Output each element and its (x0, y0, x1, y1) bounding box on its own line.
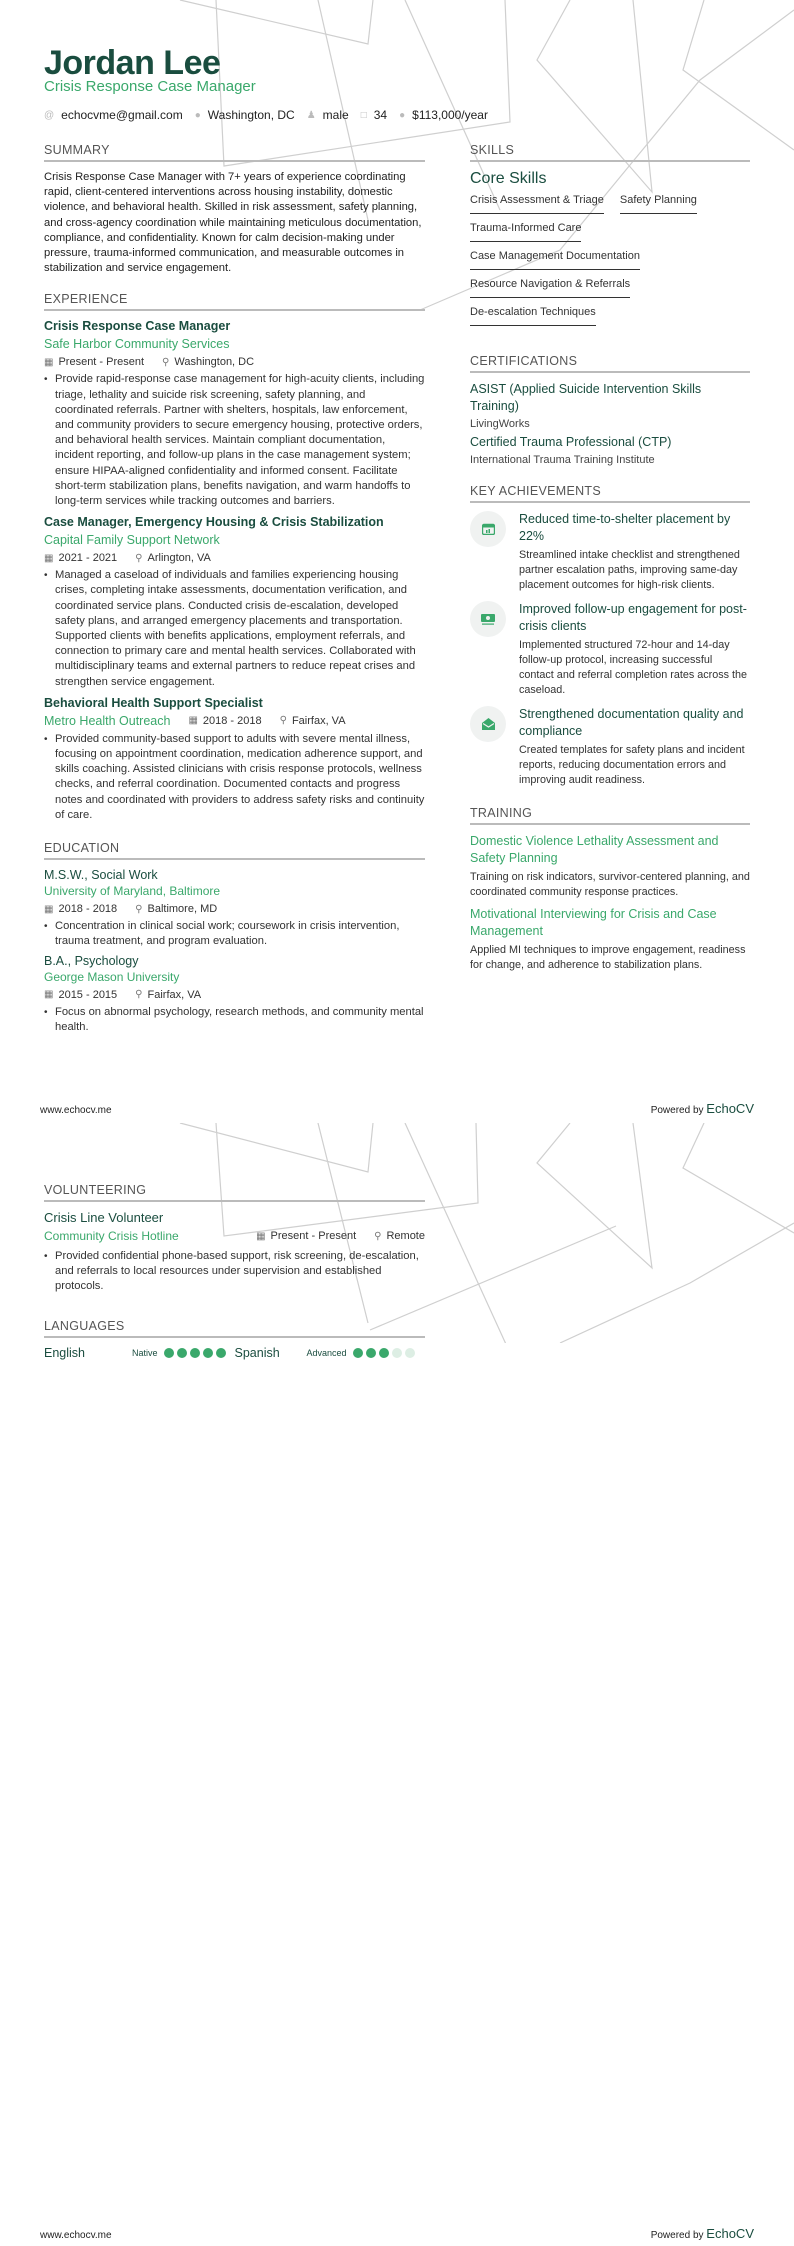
education-meta (44, 903, 425, 915)
page-footer (40, 1101, 754, 1116)
contact-gender-text: male (322, 108, 349, 122)
bullet-text: Managed a caseload of individuals and families experiencing housing crises, completing intake assessments, documentation verification, and coordinated service plans. Conducted crisis de-escalation, developed safety plans, and arranged emergency placements and transportation. Supported clients with benefits applications, employment referrals, and connection to primary care and mental health services. Collaborated with multidisciplinary teams and external partners to reduce repeat crises and strengthen service engagement. (55, 569, 416, 688)
page-footer-2 (40, 2226, 754, 2241)
achievement-title: Strengthened documentation quality and compliance (519, 707, 744, 738)
location-icon: ⚲ (135, 989, 143, 1000)
languages-row (44, 1346, 425, 1360)
role-bullet: • Managed a caseload of individuals and families experiencing housing crises, completing intake assessments, documentation verification, and coordinated service plans. Conducted crisis de-escalation, developed safety plans, and arranged emergency placements and transportation. Supported clients with benefits applications, employment referrals, and connection to primary care and mental health services. Collaborated with multidisciplinary teams and external partners to reduce repeat crises and strengthen service engagement. (44, 568, 425, 690)
location-icon: ⚲ (162, 356, 170, 368)
bullet-text: Provided confidential phone-based support, risk screening, de-escalation, and referrals to local resources under supervision and established protocols. (55, 1250, 419, 1293)
education-bullet: • Concentration in clinical social work; coursework in crisis intervention, trauma treatment, and program evaluation. (44, 919, 425, 949)
skill-tag: De-escalation Techniques (470, 304, 596, 326)
role-location: Arlington, VA (147, 552, 211, 565)
role-meta (44, 714, 425, 728)
contact-bar (44, 108, 500, 122)
volunteering-section (44, 1183, 425, 1295)
training-desc: Applied MI techniques to improve engagement, readiness for change, and adherence to stabilization plans. (470, 944, 746, 971)
role-title: Crisis Response Case Manager (44, 319, 231, 334)
company-name: Metro Health Outreach (44, 713, 171, 728)
left-column-page2 (44, 1183, 425, 1360)
section-heading: EDUCATION (44, 841, 425, 860)
volunteer-role: Crisis Line Volunteer (44, 1210, 164, 1225)
calendar-icon: □ (360, 109, 367, 121)
degree: B.A., Psychology (44, 953, 139, 968)
experience-item (44, 515, 425, 690)
person-icon: ♟ (306, 109, 316, 121)
education-meta (44, 989, 425, 1001)
education-item (44, 954, 425, 1035)
skill-tag: Case Management Documentation (470, 248, 640, 270)
section-heading: CERTIFICATIONS (470, 354, 750, 373)
education-section (44, 841, 425, 1035)
language-proficiency-dots (353, 1348, 418, 1358)
volunteering-item (44, 1210, 425, 1295)
location-icon: ⚲ (135, 552, 143, 564)
company-name: Safe Harbor Community Services (44, 337, 230, 352)
bullet-text: Concentration in clinical social work; coursework in crisis intervention, trauma treatment, and program evaluation. (55, 920, 400, 948)
achievement-item (470, 706, 750, 788)
volunteer-org: Community Crisis Hotline (44, 1229, 179, 1243)
footer-powered-by (651, 1101, 754, 1116)
footer-powered-by (651, 2226, 754, 2241)
bullet-text: Provide rapid-response case management for high-acuity clients, including triage, lethality and suicide risk screening, safety planning, and coordinated referrals. Partner with shelters, hospitals, law enforcement, and community providers to secure emergency housing, protective orders, and behavioral health services. Maintain compliant documentation, incident reporting, and follow-up plans in the case management system; ensure HIPAA-aligned confidentiality and informed consent. Facilitate short-term stabilization plans, benefits navigation, and warm handoffs to long-term services while tracking outcomes and barriers. (55, 373, 425, 508)
calendar-icon: ▦ (188, 715, 198, 727)
right-column (470, 143, 750, 973)
footer-website-link[interactable]: www.echocv.me (40, 2230, 112, 2241)
envelope-open-icon (470, 706, 506, 742)
skill-tag: Safety Planning (620, 192, 697, 214)
skill-tag: Trauma-Informed Care (470, 220, 581, 242)
company-name: Capital Family Support Network (44, 533, 220, 548)
achievement-title: Improved follow-up engagement for post-crisis clients (519, 602, 747, 633)
role-meta (44, 552, 425, 564)
summary-section (44, 143, 425, 276)
certifications-section (470, 354, 750, 466)
training-desc: Training on risk indicators, survivor-centered planning, and coordinated community response practices. (470, 871, 750, 898)
footer-website-link[interactable]: www.echocv.me (40, 1105, 112, 1116)
skill-tag: Crisis Assessment & Triage (470, 192, 604, 214)
role-bullet: • Provided community-based support to adults with severe mental illness, focusing on appointment coordination, medication adherence support, and skills coaching. Assisted clinicians with crisis response protocols, wellness checks, and referral coordination. Documented contacts and progress notes and coordinated with providers to address safety risks and continuity of care. (44, 732, 425, 823)
dollar-icon: ● (399, 109, 406, 121)
location-icon: ⚲ (279, 715, 287, 727)
achievement-item (470, 601, 750, 698)
contact-email[interactable] (44, 108, 183, 122)
role-title: Case Manager, Emergency Housing & Crisis Stabilization (44, 515, 384, 530)
contact-location-text: Washington, DC (207, 108, 295, 122)
contact-email-text: echocvme@gmail.com (61, 108, 183, 122)
language-level: Native (132, 1347, 158, 1358)
language-name: Spanish (234, 1345, 280, 1360)
skills-section (470, 143, 750, 332)
role-dates: 2018 - 2018 (202, 714, 262, 727)
training-section (470, 806, 750, 973)
summary-text: Crisis Response Case Manager with 7+ years of experience coordinating rapid, client-centered interventions across housing instability, domestic violence, and behavioral health. Skilled in risk assessment, safety planning, and cross-agency coordination while maintaining meticulous documentation, compliance, and confidentiality. Known for calm decision-making under pressure, trauma-informed communication, and measurable outcomes in stabilization and service engagement. (44, 171, 422, 275)
volunteer-meta (44, 1229, 425, 1243)
powered-by-label: Powered by (650, 1105, 704, 1116)
achievements-section (470, 484, 750, 788)
contact-age-text: 34 (373, 108, 388, 122)
experience-section (44, 292, 425, 823)
skills-list (470, 192, 750, 332)
achievement-item (470, 511, 750, 593)
certification-org: International Trauma Training Institute (470, 454, 655, 466)
certification-item (470, 434, 750, 466)
role-location: Fairfax, VA (291, 714, 346, 727)
location-icon: ● (194, 109, 201, 121)
education-location: Baltimore, MD (147, 903, 218, 916)
contact-salary (399, 108, 488, 122)
location-icon: ⚲ (374, 1230, 382, 1242)
achievement-desc: Implemented structured 72-hour and 14-day follow-up protocol, increasing successful contact and referral completion rates across the caseload. (519, 639, 748, 696)
languages-section (44, 1319, 425, 1360)
training-name: Domestic Violence Lethality Assessment and Safety Planning (470, 834, 719, 865)
calendar-icon: ▦ (256, 1230, 266, 1242)
role-dates: 2021 - 2021 (58, 552, 118, 565)
contact-salary-text: $113,000/year (412, 108, 488, 122)
role-location: Washington, DC (174, 356, 255, 369)
brand-logo: EchoCV (706, 2226, 754, 2241)
skills-group-title: Core Skills (470, 170, 547, 187)
experience-item (44, 319, 425, 509)
role-dates: Present - Present (58, 356, 145, 369)
role-bullet: • Provide rapid-response case management for high-acuity clients, including triage, lethality and suicide risk screening, safety planning, and coordinated referrals. Partner with shelters, hospitals, law enforcement, and community providers to secure emergency housing, protective orders, and behavioral health services. Maintain compliant documentation, incident reporting, and follow-up plans in the case management system; ensure HIPAA-aligned confidentiality and informed consent. Facilitate short-term stabilization plans, benefits navigation, and warm handoffs to long-term services while tracking outcomes and barriers. (44, 372, 425, 509)
volunteer-location: Remote (386, 1230, 425, 1242)
certification-name: Certified Trauma Professional (CTP) (470, 435, 672, 449)
powered-by-label: Powered by (650, 2230, 704, 2241)
language-name: English (44, 1345, 85, 1360)
education-bullet: • Focus on abnormal psychology, research methods, and community mental health. (44, 1005, 425, 1035)
calendar-icon: ▦ (44, 356, 54, 368)
role-meta (44, 356, 425, 368)
role-title: Behavioral Health Support Specialist (44, 695, 263, 710)
skill-tag: Resource Navigation & Referrals (470, 276, 630, 298)
money-bill-icon (470, 601, 506, 637)
volunteer-dates: Present - Present (270, 1230, 357, 1242)
section-heading: LANGUAGES (44, 1319, 425, 1338)
calendar-chart-icon (470, 511, 506, 547)
training-name: Motivational Interviewing for Crisis and Case Management (470, 907, 717, 938)
language-level: Advanced (306, 1347, 347, 1358)
section-heading: KEY ACHIEVEMENTS (470, 484, 750, 503)
section-heading: TRAINING (470, 806, 750, 825)
volunteer-bullet: • Provided confidential phone-based support, risk screening, de-escalation, and referrals to local resources under supervision and established protocols. (44, 1249, 425, 1295)
training-item (470, 906, 750, 973)
certification-item (470, 381, 750, 430)
contact-gender (307, 108, 349, 122)
certification-name: ASIST (Applied Suicide Intervention Skills Training) (470, 382, 702, 413)
experience-item (44, 696, 425, 823)
bullet-text: Provided community-based support to adults with severe mental illness, focusing on appointment coordination, medication adherence support, and skills coaching. Assisted clinicians with crisis response protocols, wellness checks, and referral coordination. Documented contacts and progress notes and coordinated with providers to address safety risks and continuity of care. (55, 732, 425, 821)
calendar-icon: ▦ (44, 903, 54, 915)
section-heading: VOLUNTEERING (44, 1183, 425, 1202)
certification-org: LivingWorks (470, 418, 530, 430)
location-icon: ⚲ (135, 903, 143, 915)
section-heading: SUMMARY (44, 143, 425, 162)
achievement-desc: Streamlined intake checklist and strengthened partner escalation paths, improving same-day placement outcomes for high-risk clients. (519, 549, 740, 591)
school-name: University of Maryland, Baltimore (44, 884, 221, 899)
education-location: Fairfax, VA (147, 988, 202, 1001)
school-name: George Mason University (44, 969, 180, 984)
education-dates: 2018 - 2018 (58, 903, 118, 916)
brand-logo: EchoCV (706, 1101, 754, 1116)
contact-location (195, 108, 295, 122)
bullet-text: Focus on abnormal psychology, research methods, and community mental health. (55, 1005, 424, 1033)
candidate-name: Jordan Lee (44, 44, 221, 82)
calendar-icon: ▦ (44, 989, 54, 1000)
education-item (44, 868, 425, 949)
left-column (44, 143, 425, 1035)
education-dates: 2015 - 2015 (58, 988, 118, 1001)
achievement-desc: Created templates for safety plans and incident reports, reducing documentation errors and improving audit readiness. (519, 744, 745, 786)
degree: M.S.W., Social Work (44, 868, 158, 883)
training-item (470, 833, 750, 900)
section-heading: SKILLS (470, 143, 750, 162)
contact-age (361, 108, 387, 122)
achievement-title: Reduced time-to-shelter placement by 22% (519, 512, 731, 543)
calendar-icon: ▦ (44, 552, 54, 564)
language-proficiency-dots (164, 1348, 229, 1358)
candidate-title: Crisis Response Case Manager (44, 78, 256, 95)
section-heading: EXPERIENCE (44, 292, 425, 311)
at-icon: @ (44, 109, 55, 121)
